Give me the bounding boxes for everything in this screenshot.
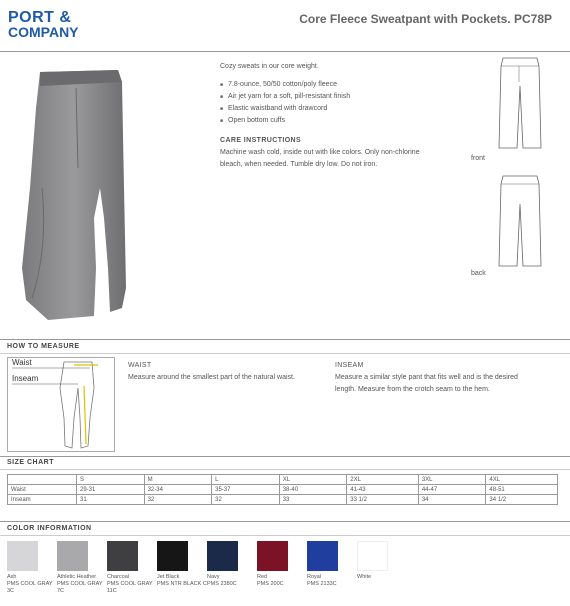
color-swatch <box>257 541 307 588</box>
size-header-cell: 4XL <box>486 475 558 485</box>
row-label: Waist <box>8 485 77 495</box>
swatch-name: Jet Black <box>157 574 180 580</box>
flat-sketch-back <box>497 174 543 268</box>
swatch-name: Royal <box>307 574 322 580</box>
swatch-pms: PMS COOL GRAY 7C <box>57 581 103 594</box>
swatch-chip <box>7 541 38 571</box>
color-swatch <box>307 541 357 588</box>
diagram-waist-label: Waist <box>12 358 32 367</box>
table-cell: 34 1/2 <box>486 495 558 505</box>
table-cell: 32 <box>212 495 280 505</box>
flat-sketch-front <box>497 56 543 150</box>
size-chart-sub-divider <box>0 469 570 470</box>
swatch-pms: PMS 2380C <box>207 581 237 587</box>
swatch-chip <box>357 541 388 571</box>
table-cell: 32 <box>144 495 212 505</box>
table-cell: 33 <box>279 495 347 505</box>
color-swatch <box>57 541 107 595</box>
color-swatch <box>207 541 257 588</box>
product-description <box>220 61 420 171</box>
size-header-cell: 3XL <box>418 475 486 485</box>
color-swatches <box>7 541 567 601</box>
table-cell: 32-34 <box>144 485 212 495</box>
waist-text: Measure around the smallest part of the natural waist. <box>128 374 295 381</box>
size-chart-table <box>7 474 558 505</box>
diagram-inseam-label: Inseam <box>12 374 39 383</box>
care-heading: CARE INSTRUCTIONS <box>220 137 302 144</box>
swatch-name: Charcoal <box>107 574 130 580</box>
brand-logo <box>8 10 79 40</box>
color-info-heading: COLOR INFORMATION <box>7 525 92 532</box>
waist-heading: WAIST <box>128 362 152 369</box>
swatch-chip <box>307 541 338 571</box>
table-cell: 48-51 <box>486 485 558 495</box>
inseam-text: Measure a similar style pant that fits well and is the desired length. Measure from the crotch seam to the hem. <box>335 374 518 393</box>
brand-line-2: COMPANY <box>8 24 79 40</box>
size-header-cell: S <box>77 475 145 485</box>
swatch-chip <box>107 541 138 571</box>
inseam-heading: INSEAM <box>335 362 364 369</box>
swatch-name: White <box>357 574 372 580</box>
swatch-name: Athletic Heather <box>57 574 97 580</box>
swatch-chip <box>157 541 188 571</box>
table-cell: 29-31 <box>77 485 145 495</box>
size-chart-divider <box>0 456 570 457</box>
swatch-pms: PMS NTR BLACK C <box>157 581 207 587</box>
how-to-measure-heading: HOW TO MEASURE <box>7 343 80 350</box>
feature-item: ■ Air jet yarn for a soft, pill-resistant finish <box>220 91 420 103</box>
swatch-chip <box>207 541 238 571</box>
size-chart-heading: SIZE CHART <box>7 459 54 466</box>
table-cell: 31 <box>77 495 145 505</box>
swatch-name: Navy <box>207 574 220 580</box>
table-cell: 33 1/2 <box>347 495 419 505</box>
color-swatch <box>157 541 207 588</box>
front-label: front <box>471 155 486 162</box>
size-corner-cell <box>8 475 77 485</box>
table-row <box>8 485 558 495</box>
color-sub-divider <box>0 535 570 536</box>
feature-list <box>220 79 420 127</box>
header-divider <box>0 51 570 52</box>
table-cell: 35-37 <box>212 485 280 495</box>
swatch-name: Ash <box>7 574 17 580</box>
swatch-pms: PMS COOL GRAY 11C <box>107 581 153 594</box>
page-title: Core Fleece Sweatpant with Pockets. PC78P <box>299 12 552 26</box>
description-intro: Cozy sweats in our core weight. <box>220 63 319 70</box>
size-header-cell: XL <box>279 475 347 485</box>
swatch-pms: PMS 200C <box>257 581 284 587</box>
measure-divider <box>0 339 570 340</box>
care-text: Machine wash cold, inside out with like colors. Only non-chlorine bleach, when needed. Tumble dry low. Do not iron. <box>220 149 420 168</box>
color-swatch <box>107 541 157 595</box>
size-header-cell: 2XL <box>347 475 419 485</box>
color-swatch <box>7 541 57 595</box>
color-divider <box>0 521 570 522</box>
row-label: Inseam <box>8 495 77 505</box>
swatch-name: Red <box>257 574 268 580</box>
table-cell: 44-47 <box>418 485 486 495</box>
product-photo <box>18 68 138 328</box>
size-header-row <box>8 475 558 485</box>
size-header-cell: L <box>212 475 280 485</box>
feature-item: ■ 7.8-ounce, 50/50 cotton/poly fleece <box>220 79 420 91</box>
swatch-pms: PMS 2133C <box>307 581 337 587</box>
swatch-chip <box>57 541 88 571</box>
table-row <box>8 495 558 505</box>
size-header-cell: M <box>144 475 212 485</box>
color-swatch <box>357 541 407 581</box>
table-cell: 34 <box>418 495 486 505</box>
measure-sub-divider <box>0 353 570 354</box>
swatch-pms: PMS COOL GRAY 3C <box>7 581 53 594</box>
table-cell: 38-40 <box>279 485 347 495</box>
feature-item: ■ Open bottom cuffs <box>220 115 420 127</box>
feature-item: ■ Elastic waistband with drawcord <box>220 103 420 115</box>
table-cell: 41-43 <box>347 485 419 495</box>
measure-diagram <box>7 357 115 452</box>
brand-line-1: PORT & <box>8 9 72 26</box>
swatch-chip <box>257 541 288 571</box>
back-label: back <box>471 270 486 277</box>
